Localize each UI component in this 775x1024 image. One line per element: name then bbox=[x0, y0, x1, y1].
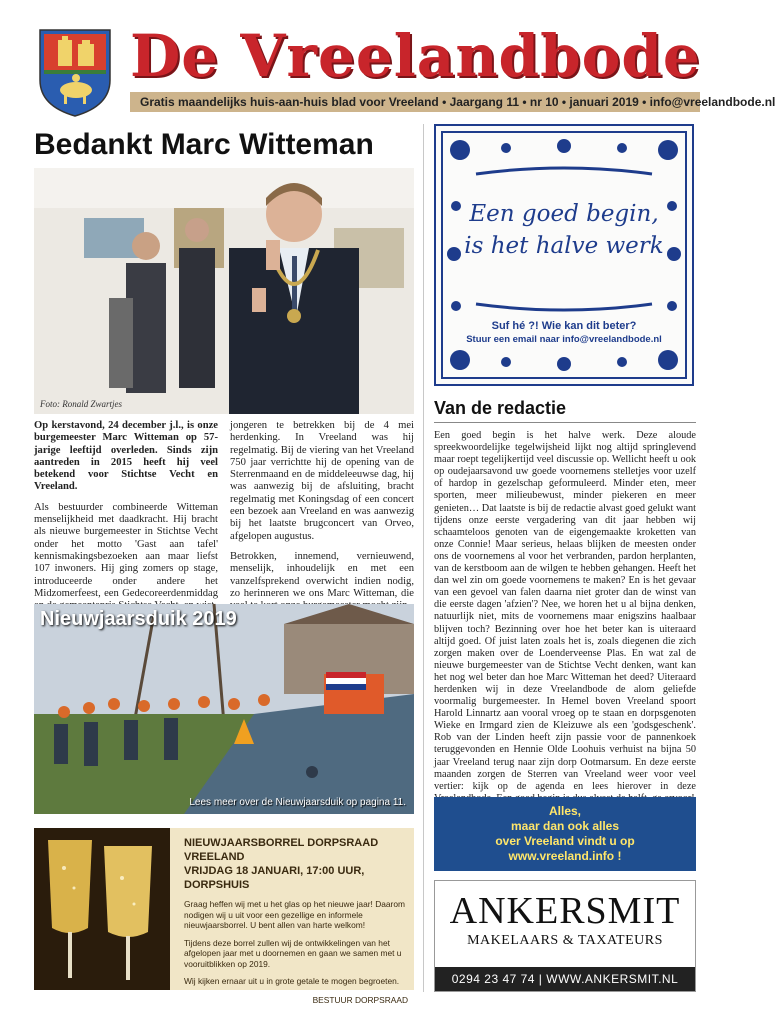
borrel-ad-text bbox=[184, 836, 408, 1005]
lead-article-title: Bedankt Marc Witteman bbox=[34, 128, 374, 161]
nieuwjaarsduik-caption: Lees meer over de Nieuwjaarsduik op pagina 11. bbox=[189, 797, 406, 808]
ankersmit-logo: ANKERSMIT bbox=[449, 890, 681, 932]
borrel-signature: BESTUUR DORPSRAAD bbox=[312, 994, 408, 1005]
lead-paragraph: Betrokken, innemend, vernieuwend, menselijk, inhoudelijk en met een vanzelfsprekend overwicht indien nodig, zo herinneren we ons Marc Witteman, die bbox=[230, 550, 414, 599]
borrel-body: Tijdens deze borrel zullen wij de ontwikkelingen van het afgelopen jaar met u doornemen en gaan we samen met u vooruitblikken op 2019. bbox=[184, 937, 402, 969]
lead-paragraph: Als bestuurder combineerde Witteman menselijkheid met daadkracht. Hij bracht als nieuwe burgemeester in Stichtse Vecht onder het motto 'Gast aan tafel' kennismakingsbezoeken aan maar liefst 107 inwoners. Hij ging zomers op stage, introduceerde onder andere het Midzomerfeest, een Gedecoreerdenmiddag bbox=[34, 501, 218, 599]
borrel-date: VRIJDAG 18 JANUARI, 17:00 UUR, DORPSHUIS bbox=[184, 865, 365, 891]
tile-email-cta[interactable]: Stuur een email naar info@vreelandbode.nl bbox=[466, 334, 662, 345]
tile-quote-line: is het halve werk bbox=[464, 233, 664, 259]
ad-line: Alles, bbox=[548, 804, 581, 818]
champagne-glasses-icon bbox=[34, 828, 170, 990]
tile-quote bbox=[436, 198, 692, 262]
ad-line: over Vreeland vindt u op bbox=[495, 834, 635, 848]
editorial-divider bbox=[434, 422, 696, 423]
winter-dive-illustration bbox=[34, 604, 414, 814]
lead-intro: Op kerstavond, 24 december j.l., is onze burgemeester Marc Witteman op 57-jarige leeftijd overleden. Sinds zijn aantreden in 2015 heeft hij veel betekend voor Stichtse Vecht en Vreeland. bbox=[34, 420, 218, 493]
ad-line: maar dan ook alles bbox=[510, 819, 620, 833]
ankersmit-subtitle: MAKELAARS & TAXATEURS bbox=[467, 933, 663, 948]
editorial-body: Een goed begin is het halve werk. Deze aloude spreekwoordelijke tegelwijsheid lijkt nog altijd springlevend maar roept tegelijkertijd veel discussie op. Wellicht heeft u ook op oudejaarsavond uw goede voornemens stelletjes voor uzelf of hardop in gezelschap geformuleerd. Minder eten, meer sporten, meer milieubewust, minder piekeren en meer genieten… Dat laatste is bij de redactie alvast goed gelukt want tijdens onze eerste vergadering van dit jaar hebben wij schaamteloos genoten van de eigengemaakte kroketten van onze Connie! Maar serieus, helaas blijken de meesten onder ons de voornemens al voor het verbranden, pardon herplanten, van de kerstboom aan de wilgen te hebben gehangen. Heeft het dan wel zin om goede voornemens te maken? En is het gevaar van een gevoel van falen daarna niet groter dan de winst van die eerste dagen 'afzien'? Nee, we horen het u al bijna denken, natuurlijk niet, mits de voornemens maar enigszins haalbaar blijven toch? Bezinning over hoe het beter kan is uiteraard altijd goed. Of juist laten zoals het is, zoals diegenen die zich zorgen maken over de Loenderveense Plas. En wat zal de nieuwe burgemeester van de Stichtse Vecht denken, want kan het nog wel beter dan hoe Marc Witteman het deed? Uiteraard herdenken wij in deze Vreelandbode de alom geliefde voormalig burgemeester. In Hemel boven Vreeland spoort Harold Linnartz aan vooral vroeg op te staan en dorpsgenoten Wieke en Irmgard zien de Kleizuwe als een 'godsgeschenk'. Rob van der Linden heeft zijn passie voor de pannenkoek teruggevonden en Hennie Olde Loohuis verhuist na bijna 50 jaar Vreeland terug naar zijn dorp Ootmarsum. En deze eerste maanden zorgen de Sterren van Vreeland weer voor veel vertier: kijk op de agenda en lees hierover in deze bbox=[434, 430, 696, 792]
tile-quote-line: Een goed begin, bbox=[469, 201, 659, 227]
column-divider bbox=[423, 124, 424, 992]
vreeland-info-ad[interactable] bbox=[434, 797, 696, 871]
delft-tile-graphic bbox=[434, 124, 694, 386]
ad-link[interactable]: www.vreeland.info ! bbox=[508, 849, 622, 863]
nieuwjaarsborrel-ad bbox=[34, 828, 414, 1005]
vreeland-crest-logo bbox=[36, 26, 114, 118]
ankersmit-contact[interactable]: 0294 23 47 74 | WWW.ANKERSMIT.NL bbox=[435, 967, 695, 991]
lead-paragraph: jongeren te betrekken bij de 4 mei herdenking. In Vreeland was hij regelmatig. Bij de viering van het Vreeland 750 jaar verrichtte hij de opening van de Sterrenmaand en de middeleeuwse dag, hij was aanwezig bij de afsluiting, bracht regelmatig met Koningsdag of een concert een bezoek aan Vreeland en was aanwezig bij het laatste brugconcert van Orveo, afgelopen augustus. bbox=[230, 420, 414, 542]
borrel-heading: NIEUWJAARSBORREL DORPSRAAD VREELAND bbox=[184, 837, 379, 863]
nieuwjaarsduik-title: Nieuwjaarsduik 2019 bbox=[40, 608, 237, 630]
editorial-title: Van de redactie bbox=[434, 398, 567, 418]
lead-photo-mayor bbox=[34, 168, 414, 414]
tile-teaser: Suf hé ?! Wie kan dit beter? bbox=[491, 320, 637, 332]
masthead bbox=[30, 22, 775, 118]
newspaper-title: De Vreelandbode bbox=[130, 22, 701, 90]
lead-column-2 bbox=[230, 420, 414, 625]
masthead-tagline: Gratis maandelijks huis-aan-huis blad voor Vreeland • Jaargang 11 • nr 10 • januari 2019 • info@vreelandbode.nl bbox=[130, 92, 700, 112]
lead-column-1 bbox=[34, 420, 218, 620]
borrel-body: Wij kijken ernaar uit u in grote getale te mogen begroeten. bbox=[184, 976, 400, 986]
nieuwjaarsduik-photo bbox=[34, 604, 414, 814]
ankersmit-ad[interactable] bbox=[434, 880, 696, 992]
borrel-body: Graag heffen wij met u het glas op het nieuwe jaar! Daarom nodigen wij u uit voor een gezellige en informele nieuwjaarsborrel. U bent allen van harte welkom! bbox=[184, 899, 405, 930]
gallery-photo-illustration bbox=[34, 168, 414, 414]
photo-credit: Foto: Ronald Zwartjes bbox=[40, 399, 123, 409]
